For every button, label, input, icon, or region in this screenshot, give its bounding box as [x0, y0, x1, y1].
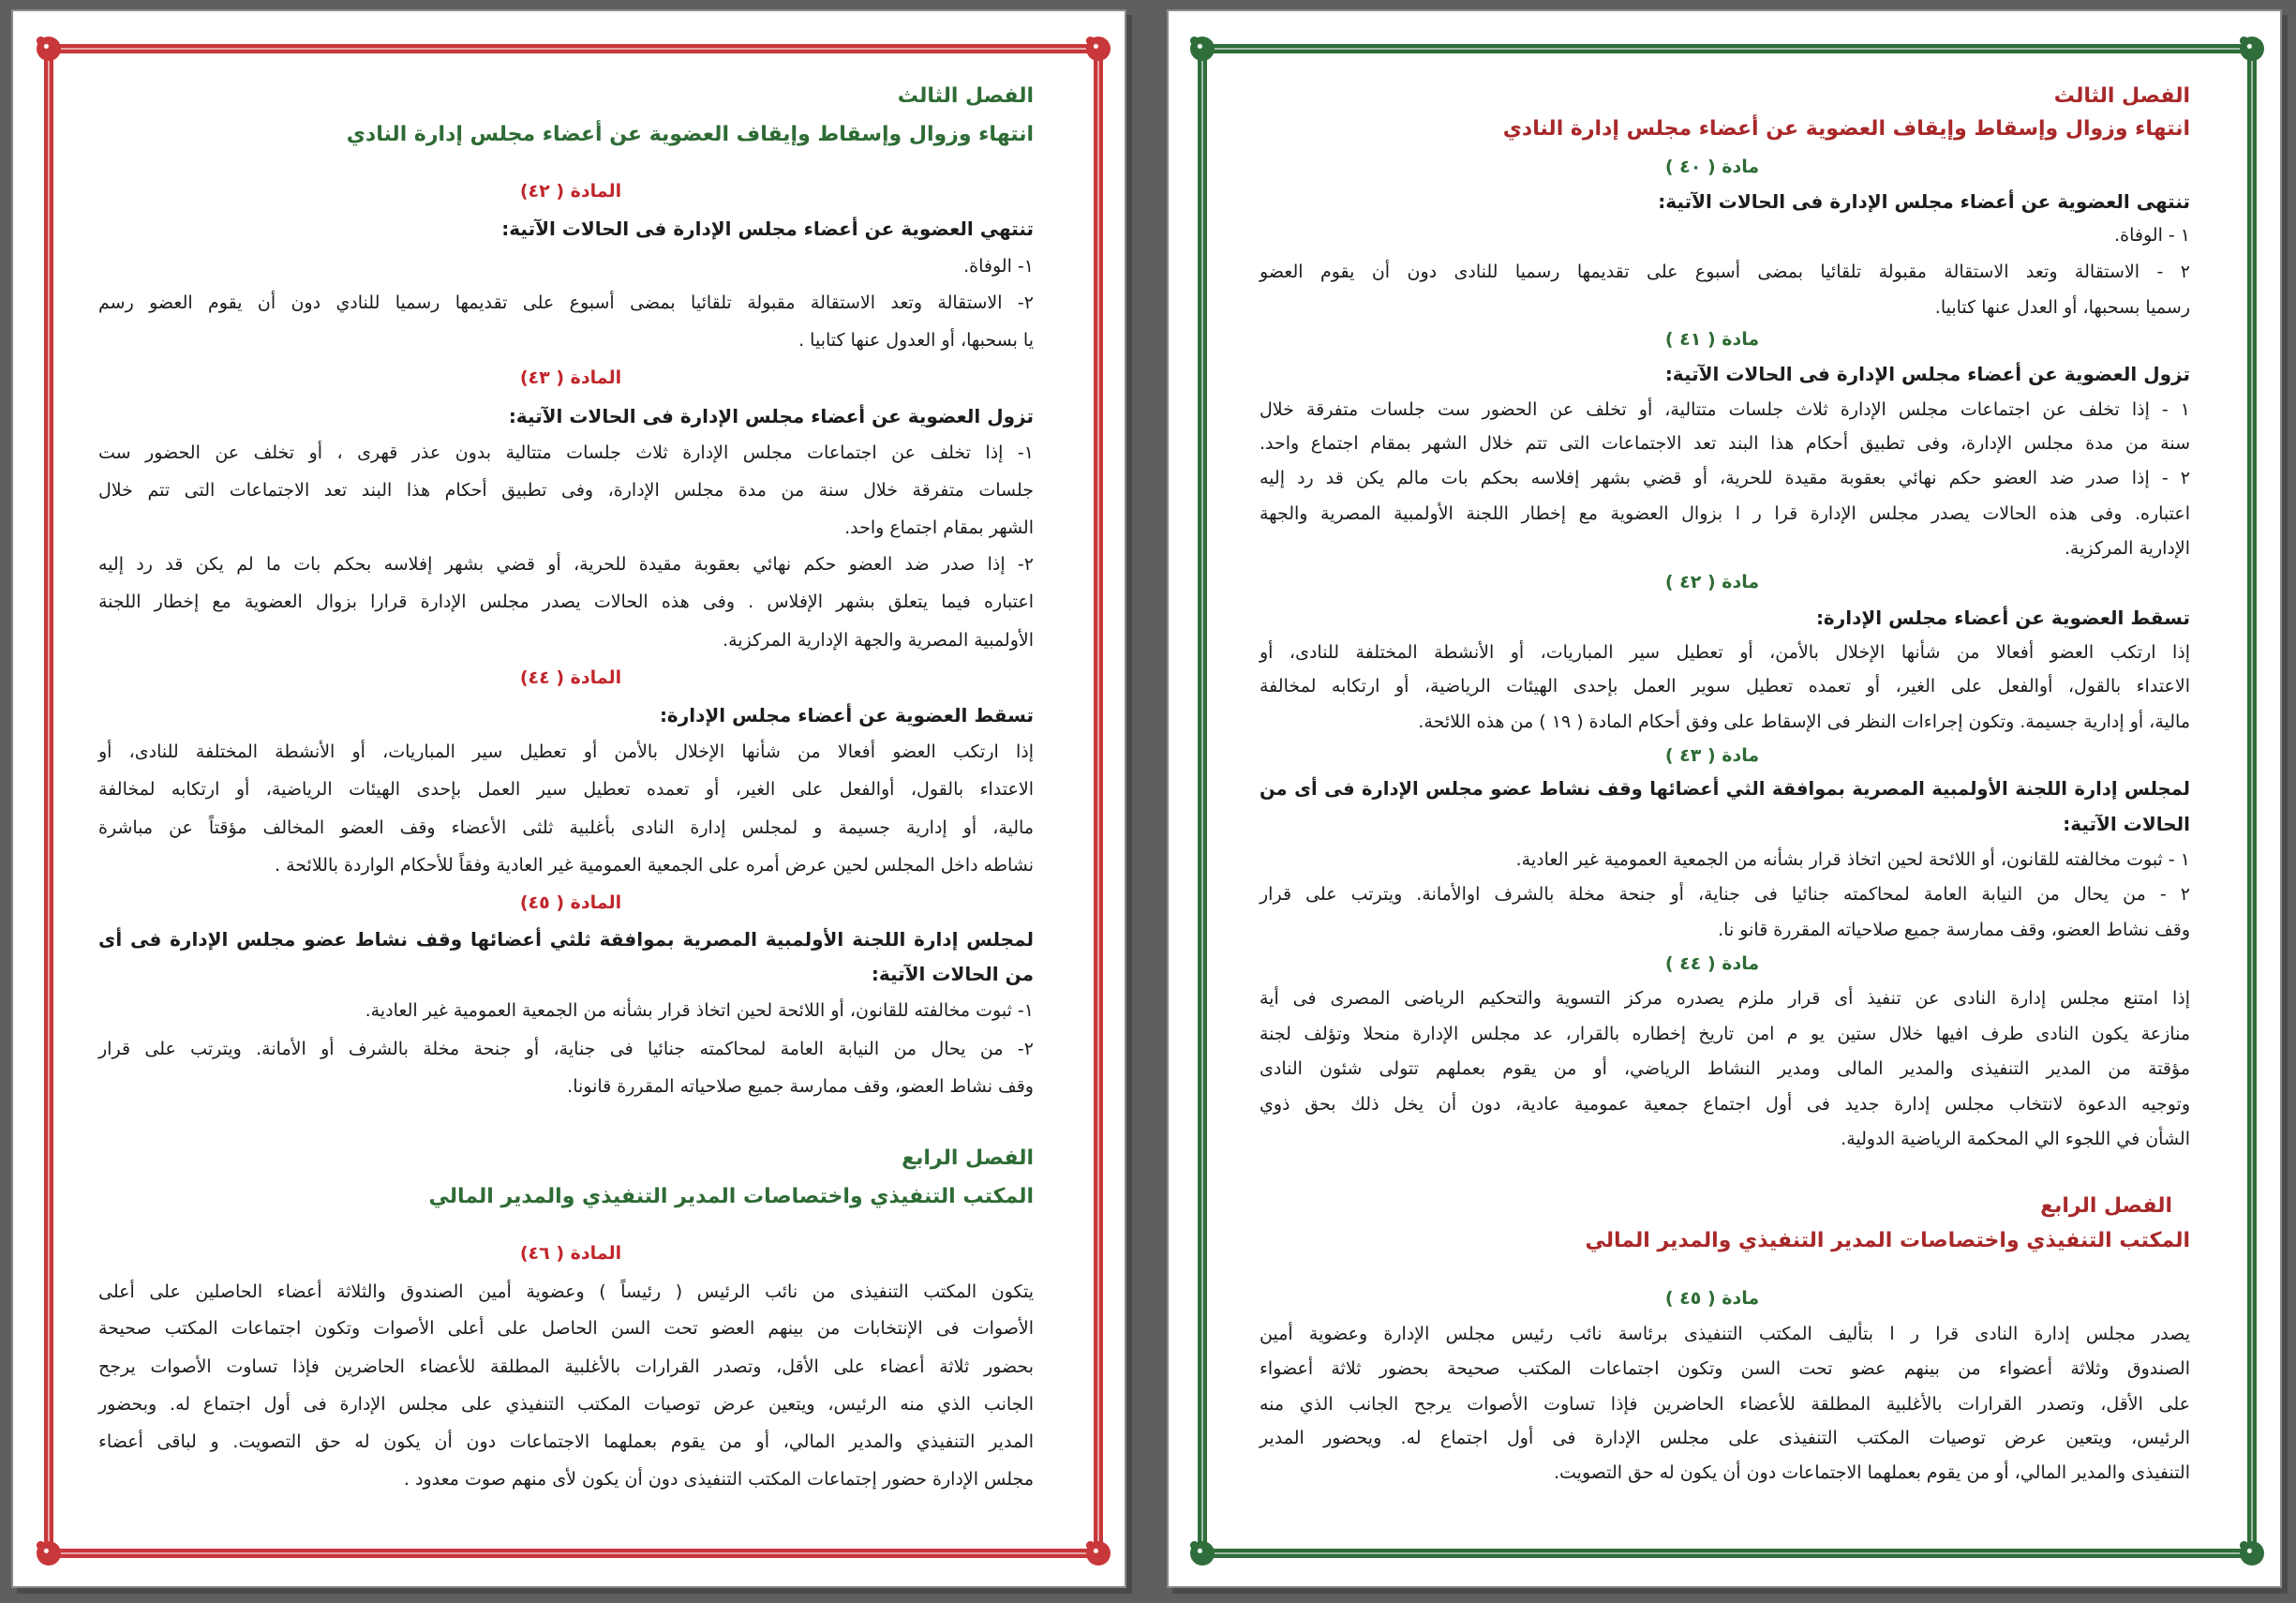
chapter-subtitle: انتهاء وزوال وإسقاط وإيقاف العضوية عن أعضاء مجلس إدارة النادي [1502, 117, 2190, 141]
article-label: مادة ( ٤٢ ) [1664, 572, 1760, 592]
article-line: وقف نشاط العضو، وقف ممارسة جميع صلاحياته المقررة قانو نا. [1718, 920, 2190, 940]
article-line: الأولمبية المصرية والجهة الإدارية المركزية. [723, 630, 1034, 651]
article-line: ١- إذا تخلف عن اجتماعات مجلس الإدارة ثلاث جلسات متتالية بدون عذر قهرى ، أو تخلف عن الحضور ست [98, 442, 1034, 463]
article-line: وقف نشاط العضو، وقف ممارسة جميع صلاحياته المقررة قانونا. [567, 1076, 1034, 1097]
article-line: منازعة يكون النادى طرف افيها خلال ستين يو م امن تاريخ إخطاره بالقرار، عد مجلس الإدارة منحلا وتؤلف لجنة [1260, 1024, 2190, 1044]
article-line: الجانب الذي منه الرئيس، ويتعين عرض توصيات المكتب التنفيذي على مجلس الإدارة فى أول اجتماع له. وبحضور [98, 1394, 1034, 1415]
article-label: مادة ( ٤٤ ) [1664, 953, 1760, 974]
article-line: إذا ارتكب العضو أفعالا من شأنها الإخلال بالأمن، أو تعطيل سير المباريات، أو الأنشطة المختلفة للنادى، أو [1260, 642, 2190, 663]
article-line: الرئيس، ويتعين عرض توصيات المكتب التنفيذى على مجلس الإدارة فى أول اجتماع له. ويحضور المدير [1260, 1428, 2190, 1448]
article-label: مادة ( ٤٣ ) [1664, 745, 1760, 766]
article-line: التنفيذى والمدير المالي، أو من يقوم بعملهما الاجتماعات دون أن يكون له حق التصويت. [1553, 1462, 2190, 1483]
chapter-subtitle: انتهاء وزوال وإسقاط وإيقاف العضوية عن أعضاء مجلس إدارة النادي [346, 123, 1034, 146]
article-line: المدير التنفيذي والمدير المالي، أو من يقوم بعملهما الاجتماعات دون أن يكون له حق التصويت. و لباقى أعضاء [98, 1431, 1034, 1452]
article-line: ١ - الوفاة. [2114, 225, 2190, 246]
article-line: بحضور ثلاثة أعضاء على الأقل، وتصدر القرارات بالأغلبية المطلقة للأعضاء الحاضرين فإذا تساوت الأصوات يرجح [98, 1356, 1034, 1377]
article-line: ١ - إذا تخلف عن اجتماعات مجلس الإدارة ثلاث جلسات متتالية، أو تخلف عن الحضور ست جلسات متفرقة خلال [1260, 399, 2190, 420]
article-label: مادة ( ٤٠ ) [1664, 157, 1760, 177]
article-line: نشاطه داخل المجلس لحين عرض أمره على الجمعية العمومية غير العادية وفقاً للأحكام الواردة باللائحة . [275, 855, 1034, 876]
article-line: ٢- الاستقالة وتعد الاستقالة مقبولة تلقائيا بمضى أسبوع على تقديمها رسميا للنادي دون أن يقوم العضو رسم [98, 292, 1034, 313]
article-line: وتوجيه الدعوة لانتخاب مجلس إدارة جديد فى أول اجتماع جمعية عمومية عادية، دون أن يخل ذلك بحق ذوي [1260, 1094, 2190, 1115]
article-line: ٢ - من يحال من النيابة العامة لمحاكمته جنائيا فى جناية، أو جنحة مخلة بالشرف اوالأمانة. ويترتب على قرار [1260, 884, 2190, 905]
article-line: سنة من مدة مجلس الإدارة، وفى تطبيق أحكام هذا البند تعد الاجتماعات التى تتم خلال الشهر بمقام اجتماع واحد. [1260, 433, 2190, 454]
article-line: ٢- من يحال من النيابة العامة لمحاكمته جنائيا فى جناية، أو جنحة مخلة بالشرف أو الأمانة. ويترتب على قرار [98, 1039, 1034, 1059]
article-line: الاعتداء بالقول، أوالفعل على الغير، أو تعمده تعطيل سير العمل بإحدى الهيئات الرياضية، أو ارتكابه لمخالفة [98, 779, 1034, 800]
article-line: على الأقل، وتصدر القرارات بالأغلبية المطلقة للأعضاء الحاضرين فإذا تساوت الأصوات يرجح الجانب الذي منه [1260, 1394, 2190, 1415]
article-line: إذا امتنع مجلس إدارة النادى عن تنفيذ أى قرار ملزم يصدره مركز التسوية والتحكيم الرياضى المصرى فى أية [1260, 988, 2190, 1009]
article-line: الأصوات فى الإنتخابات من بينهم العضو تحت السن الحاصل على أعلى الأصوات وتكون اجتماعات المكتب صحيحة [98, 1318, 1034, 1339]
article-label: المادة ( ٤٥) [519, 892, 622, 913]
article-heading: الحالات الآتية: [2063, 813, 2190, 835]
article-line: ٢ - إذا صدر ضد العضو حكم نهائي بعقوبة مقيدة للحرية، أو قضي بشهر إفلاسه بحكم بات مالم يكن قد رد إليه [1260, 468, 2190, 488]
article-label: المادة ( ٤٤) [519, 667, 622, 688]
article-line: الصندوق وثلاثة أعضواء من بينهم عضو تحت السن وتكون اجتماعات المكتب صحيحة بحضور ثلاثة أعضواء [1260, 1358, 2190, 1379]
article-label: مادة ( ٤١ ) [1664, 329, 1760, 350]
article-line: يتكون المكتب التنفيذى من نائب الرئيس ( رئيساً ) وعضوية أمين الصندوق والثلاثة أعضاء الحاصلين على أعلى [98, 1281, 1034, 1302]
article-line: الشهر بمقام اجتماع واحد. [844, 517, 1034, 538]
chapter-subtitle: المكتب التنفيذي واختصاصات المدير التنفيذي والمدير المالي [428, 1185, 1034, 1208]
article-heading: تزول العضوية عن أعضاء مجلس الإدارة فى الحالات الآتية: [508, 405, 1034, 427]
article-line: إذا ارتكب العضو أفعالا من شأنها الإخلال بالأمن أو تعطيل سير المباريات، أو الأنشطة المختلفة للنادى، أو [98, 742, 1034, 762]
article-heading: تسقط العضوية عن أعضاء مجلس الإدارة: [659, 704, 1034, 727]
article-heading: لمجلس إدارة اللجنة الأولمبية المصرية بموافقة الثي أعضائها وقف نشاط عضو مجلس الإدارة فى أى من [1260, 778, 2190, 800]
chapter-title: الفصل الرابع [902, 1146, 1034, 1170]
article-heading: تنتهي العضوية عن أعضاء مجلس الإدارة فى الحالات الآتية: [501, 217, 1034, 240]
ornament-corner-icon [2240, 1541, 2264, 1566]
article-line: ١- ثبوت مخالفته للقانون، أو اللائحة لحين اتخاذ قرار بشأنه من الجمعية العمومية غير العادية. [365, 1000, 1034, 1021]
chapter-title: الفصل الرابع [2040, 1194, 2172, 1218]
article-label: مادة ( ٤٥ ) [1664, 1288, 1760, 1309]
article-line: يا بسحبها، أو العدول عنها كتابيا . [798, 330, 1034, 351]
ornament-corner-icon [37, 37, 61, 61]
ornament-corner-icon [1190, 37, 1215, 61]
article-line: ١- الوفاة. [963, 256, 1034, 277]
article-line: رسميا بسحبها، أو العدل عنها كتابيا. [1934, 297, 2190, 318]
article-heading: تنتهى العضوية عن أعضاء مجلس الإدارة فى الحالات الآتية: [1658, 190, 2190, 213]
chapter-subtitle: المكتب التنفيذي واختصاصات المدير التنفيذي والمدير المالي [1585, 1229, 2190, 1252]
ornament-corner-icon [1190, 1541, 1215, 1566]
article-line: اعتباره فيما يتعلق بشهر الإفلاس . وفى هذه الحالات يصدر مجلس الإدارة قرارا بزوال العضوية مع إخطار اللجنة [98, 592, 1034, 612]
ornament-corner-icon [1086, 37, 1111, 61]
article-heading: لمجلس إدارة اللجنة الأولمبية المصرية بموافقة ثلثي أعضائها وقف نشاط عضو مجلس الإدارة فى أى [98, 928, 1034, 951]
article-line: يصدر مجلس إدارة النادى قرا ر ا بتأليف المكتب التنفيذى برئاسة نائب رئيس مجلس الإدارة وعضوية أمين [1260, 1324, 2190, 1344]
article-line: مؤقتة من المدير التنفيذى والمدير المالى ومدير النشاط الرياضي، أو من يقوم بعملهم تتولى شئون النادى [1260, 1058, 2190, 1079]
document-page-right [1167, 9, 2282, 1588]
article-heading: تسقط العضوية عن أعضاء مجلس الإدارة: [1815, 607, 2190, 629]
article-line: مالية، أو إدارية جسيمة و لمجلس إدارة النادى بأغلبية ثلثى الأعضاء وقف العضو المخالف مؤقتاً عن مباشرة [98, 817, 1034, 838]
ornament-corner-icon [37, 1541, 61, 1566]
chapter-title: الفصل الثالث [897, 84, 1034, 108]
article-label: المادة ( ٤٢) [519, 181, 622, 202]
ornament-corner-icon [2240, 37, 2264, 61]
article-heading: من الحالات الآتية: [871, 963, 1034, 985]
article-line: جلسات متفرقة خلال سنة من مدة مجلس الإدارة، وفى تطبيق أحكام هذا البند تعد الاجتماعات التى تتم خلال [98, 480, 1034, 501]
article-label: المادة ( ٤٣) [519, 367, 622, 388]
document-page-left [11, 9, 1126, 1588]
ornament-corner-icon [1086, 1541, 1111, 1566]
article-line: ٢ - الاستقالة وتعد الاستقالة مقبولة تلقائيا بمضى أسبوع على تقديمها رسميا للنادى دون أن يقوم العضو [1260, 262, 2190, 282]
article-label: المادة ( ٤٦) [519, 1243, 622, 1264]
article-line: اعتباره. وفى هذه الحالات يصدر مجلس الإدارة قرا ر ا بزوال العضوية مع إخطار اللجنة الأولمبية المصرية والجهة [1260, 503, 2190, 524]
article-line: مالية، أو إدارية جسيمة. وتكون إجراءات النظر فى الإسقاط على وفق أحكام المادة ( ١٩ ) من هذه اللائحة. [1418, 712, 2190, 732]
chapter-title: الفصل الثالث [2053, 84, 2190, 108]
article-line: ١ - ثبوت مخالفته للقانون، أو اللائحة لحين اتخاذ قرار بشأنه من الجمعية العمومية غير العادية. [1515, 849, 2190, 870]
article-line: ٢- إذا صدر ضد العضو حكم نهائي بعقوبة مقيدة للحرية، أو قضي بشهر إفلاسه بحكم بات ما لم يكن قد رد إليه [98, 554, 1034, 575]
article-line: الشأن في اللجوء الي المحكمة الرياضية الدولية. [1841, 1129, 2190, 1149]
article-line: مجلس الإدارة حضور إجتماعات المكتب التنفيذى دون أن يكون لأى منهم صوت معدود . [403, 1469, 1034, 1490]
article-line: الاعتداء بالقول، أوالفعل على الغير، أو تعمده تعطيل سوير العمل بإحدى الهيئات الرياضية، أو ارتكابه لمخالفة [1260, 676, 2190, 697]
article-line: الإدارية المركزية. [2064, 538, 2190, 559]
article-heading: تزول العضوية عن أعضاء مجلس الإدارة فى الحالات الآتية: [1664, 363, 2190, 385]
